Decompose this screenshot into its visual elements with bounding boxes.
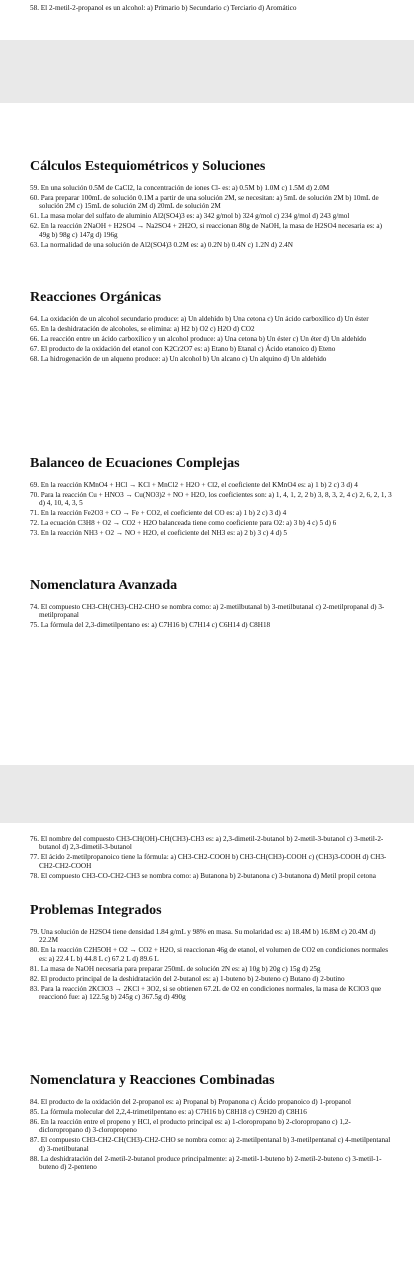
question-64: 64. La oxidación de un alcohol secundario produce: a) Un aldehído b) Una cetona c) Un ácido carboxílico d) Un éster [30,315,369,323]
question-78: 78. El compuesto CH3-CO-CH2-CH3 se nombra como: a) Butanona b) 2-butanona c) 3-butanona d) Metil propil cetona [30,871,376,880]
section-reacciones-organicas [30,290,392,365]
section-problemas-integrados [30,903,392,1003]
question-62: 62. En la reacción 2NaOH + H2SO4 → Na2SO4 + 2H2O, si reaccionan 80g de NaOH, la masa de H2SO4 necesaria es: a) 49g b) 98g c) 147g d) 196g [30,222,383,239]
question-58: 58. El 2-metil-2-propanol es un alcohol: a) Primario b) Secundario c) Terciario d) Aromático [30,4,297,12]
section-nomenclatura-avanzada [30,578,392,631]
section-title: Nomenclatura y Reacciones Combinadas [30,1073,275,1088]
question-81: 81. La masa de NaOH necesaria para preparar 250mL de solución 2N es: a) 10g b) 20g c) 15g d) 25g [30,964,321,973]
question-66: 66. La reacción entre un ácido carboxílico y un alcohol produce: a) Una cetona b) Un éster c) Un éter d) Un aldehído [30,335,367,343]
question-84: 84. El producto de la oxidación del 2-propanol es: a) Propanal b) Propanona c) Ácido propanoico d) 1-propanol [30,1098,351,1106]
page-2 [0,823,414,1270]
question-83: 83. Para la reacción 2KClO3 → 2KCl + 3O2, si se obtienen 67.2L de O2 en condiciones normales, la masa de KClO3 que reaccionó fue: a) 122.5g b) 245g c) 367.5g d) 490g [30,984,382,1002]
question-73: 73. En la reacción NH3 + O2 → NO + H2O, el coeficiente del NH3 es: a) 2 b) 3 c) 4 d) 5 [30,529,287,538]
section-balanceo [30,456,392,539]
question-80: 80. En la reacción C2H5OH + O2 → CO2 + H2O, si reaccionan 46g de etanol, el volumen de CO2 en condiciones normales es: a) 22.4 L b) 44.8 L c) 67.2 L d) 89.6 L [30,946,389,963]
section-title: Problemas Integrados [30,903,162,918]
question-63: 63. La normalidad de una solución de Al2(SO4)3 0.2M es: a) 0.2N b) 0.4N c) 1.2N d) 2.4N [30,240,293,249]
question-87: 87. El compuesto CH3-CH2-CH(CH3)-CH2-CHO se nombra como: a) 2-metilpentanal b) 3-metilpentanal c) 4-metilpentanal d) 3-metilbutanal [30,1136,391,1153]
question-86: 86. En la reacción entre el propeno y HCl, el producto principal es: a) 1-cloropropano b) 2-cloropropano c) 1,2-dicloropropano d) 3-cloropropeno [30,1118,351,1135]
question-65: 65. En la deshidratación de alcoholes, se elimina: a) H2 b) O2 c) H2O d) CO2 [30,325,255,333]
question-67: 67. El producto de la oxidación del etanol con K2Cr2O7 es: a) Etano b) Etanal c) Ácido etanoico d) Eteno [30,345,336,353]
question-76: 76. El nombre del compuesto CH3-CH(OH)-CH(CH3)-CH3 es: a) 2,3-dimetil-2-butanol b) 2-metil-3-butanol c) 3-metil-2-butanol d) 2,3-dimetil-3-butanol [30,835,384,852]
question-72: 72. La ecuación C3H8 + O2 → CO2 + H2O balanceada tiene como coeficiente para O2: a) 3 b) 4 c) 5 d) 6 [30,519,337,528]
intro-questions [30,835,392,882]
question-61: 61. La masa molar del sulfato de aluminio Al2(SO4)3 es: a) 342 g/mol b) 324 g/mol c) 234 g/mol d) 243 g/mol [30,212,350,221]
question-70: 70. Para la reacción Cu + HNO3 → Cu(NO3)2 + NO + H2O, los coeficientes son: a) 1, 4, 1, 2, 2 b) 3, 8, 3, 2, 4 c) 2, 6, 2, 1, 3 d) 4, 10, 4, 3, 5 [30,491,392,508]
section-title: Cálculos Estequiométricos y Soluciones [30,159,266,174]
question-74: 74. El compuesto CH3-CH(CH3)-CH2-CHO se nombra como: a) 2-metilbutanal b) 3-metilbutanal c) 2-metilpropanal d) 3-metilpropanal [30,603,385,620]
question-88: 88. La deshidratación del 2-metil-2-butanol produce principalmente: a) 2-metil-1-buteno b) 2-metil-2-buteno c) 3-metil-1-buteno d) 2-penteno [30,1154,382,1172]
section-title: Balanceo de Ecuaciones Complejas [30,456,240,471]
section-title: Reacciones Orgánicas [30,290,162,305]
page-1 [0,103,414,765]
question-68: 68. La hidrogenación de un alqueno produce: a) Un alcohol b) Un alcano c) Un alquino d) Un aldehído [30,355,327,363]
section-title: Nomenclatura Avanzada [30,578,178,593]
section-estequiometria [30,159,392,251]
question-60: 60. Para preparar 100mL de solución 0.1M a partir de una solución 2M, se necesitan: a) 5mL de solución 2M b) 10mL de solución 2M c) 15mL de solución 2M d) 20mL de solución 2M [30,194,379,211]
question-69: 69. En la reacción KMnO4 + HCl → KCl + MnCl2 + H2O + Cl2, el coeficiente del KMnO4 es: a) 1 b) 2 c) 3 d) 4 [30,481,358,489]
page-1-top [0,0,414,40]
question-85: 85. La fórmula molecular del 2,2,4-trimetilpentano es: a) C7H16 b) C8H18 c) C9H20 d) C8H16 [30,1108,307,1116]
question-59: 59. En una solución 0.5M de CaCl2, la concentración de iones Cl- es: a) 0.5M b) 1.0M c) 1.5M d) 2.0M [30,184,330,192]
question-77: 77. El ácido 2-metilpropanoico tiene la fórmula: a) CH3-CH2-COOH b) CH3-CH(CH3)-COOH c) (CH3)3-COOH d) CH3-CH2-CH2-COOH [30,853,387,870]
section-nomenclatura-combinadas [30,1073,392,1173]
question-82: 82. El producto principal de la deshidratación del 2-butanol es: a) 1-buteno b) 2-buteno c) Butano d) 2-butino [30,974,345,983]
question-71: 71. En la reacción Fe2O3 + CO → Fe + CO2, el coeficiente del CO es: a) 1 b) 2 c) 3 d) 4 [30,509,287,518]
question-75: 75. La fórmula del 2,3-dimetilpentano es: a) C7H16 b) C7H14 c) C6H14 d) C8H18 [30,621,271,630]
question-79: 79. Una solución de H2SO4 tiene densidad 1.84 g/mL y 98% en masa. Su molaridad es: a) 18.4M b) 16.8M c) 20.4M d) 22.2M [30,928,376,945]
